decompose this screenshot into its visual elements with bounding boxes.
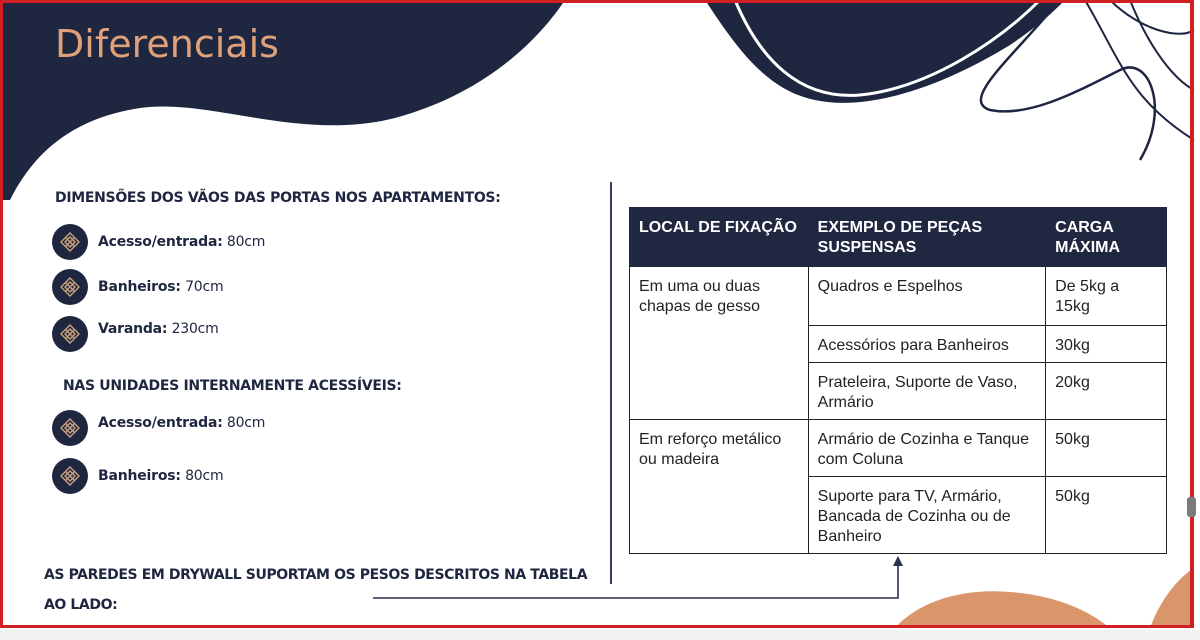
section-heading-dimensions: DIMENSÕES DOS VÃOS DAS PORTAS NOS APARTAMENTOS: [55, 190, 501, 206]
page-title: Diferenciais [55, 22, 279, 66]
table-header-cell: LOCAL DE FIXAÇÃO [630, 208, 809, 267]
status-bar [0, 630, 1200, 640]
table-cell-local: Em uma ou duas chapas de gesso [630, 267, 809, 420]
table-cell-peca: Quadros e Espelhos [808, 267, 1046, 326]
table-cell-carga: 50kg [1046, 477, 1167, 554]
table-cell-carga: De 5kg a 15kg [1046, 267, 1167, 326]
table-cell-carga: 30kg [1046, 326, 1167, 363]
item-text: Varanda: 230cm [98, 321, 219, 337]
table-cell-peca: Acessórios para Banheiros [808, 326, 1046, 363]
table-header-cell: EXEMPLO DE PEÇAS SUSPENSAS [808, 208, 1046, 267]
item-text: Acesso/entrada: 80cm [98, 234, 266, 250]
table-cell-peca: Suporte para TV, Armário, Bancada de Cozinha ou de Banheiro [808, 477, 1046, 554]
drywall-note: AS PAREDES EM DRYWALL SUPORTAM OS PESOS DESCRITOS NA TABELA AO LADO: [44, 567, 588, 613]
table-cell-peca: Armário de Cozinha e Tanque com Coluna [808, 420, 1046, 477]
table-header-cell: CARGA MÁXIMA [1046, 208, 1167, 267]
scrollbar-thumb[interactable] [1187, 497, 1196, 517]
section-heading-accessible: NAS UNIDADES INTERNAMENTE ACESSÍVEIS: [63, 378, 402, 394]
table-cell-local: Em reforço metálico ou madeira [630, 420, 809, 554]
table-cell-carga: 50kg [1046, 420, 1167, 477]
table-cell-peca: Prateleira, Suporte de Vaso, Armário [808, 363, 1046, 420]
table-cell-carga: 20kg [1046, 363, 1167, 420]
item-text: Banheiros: 80cm [98, 468, 224, 484]
item-text: Banheiros: 70cm [98, 279, 224, 295]
item-text: Acesso/entrada: 80cm [98, 415, 266, 431]
